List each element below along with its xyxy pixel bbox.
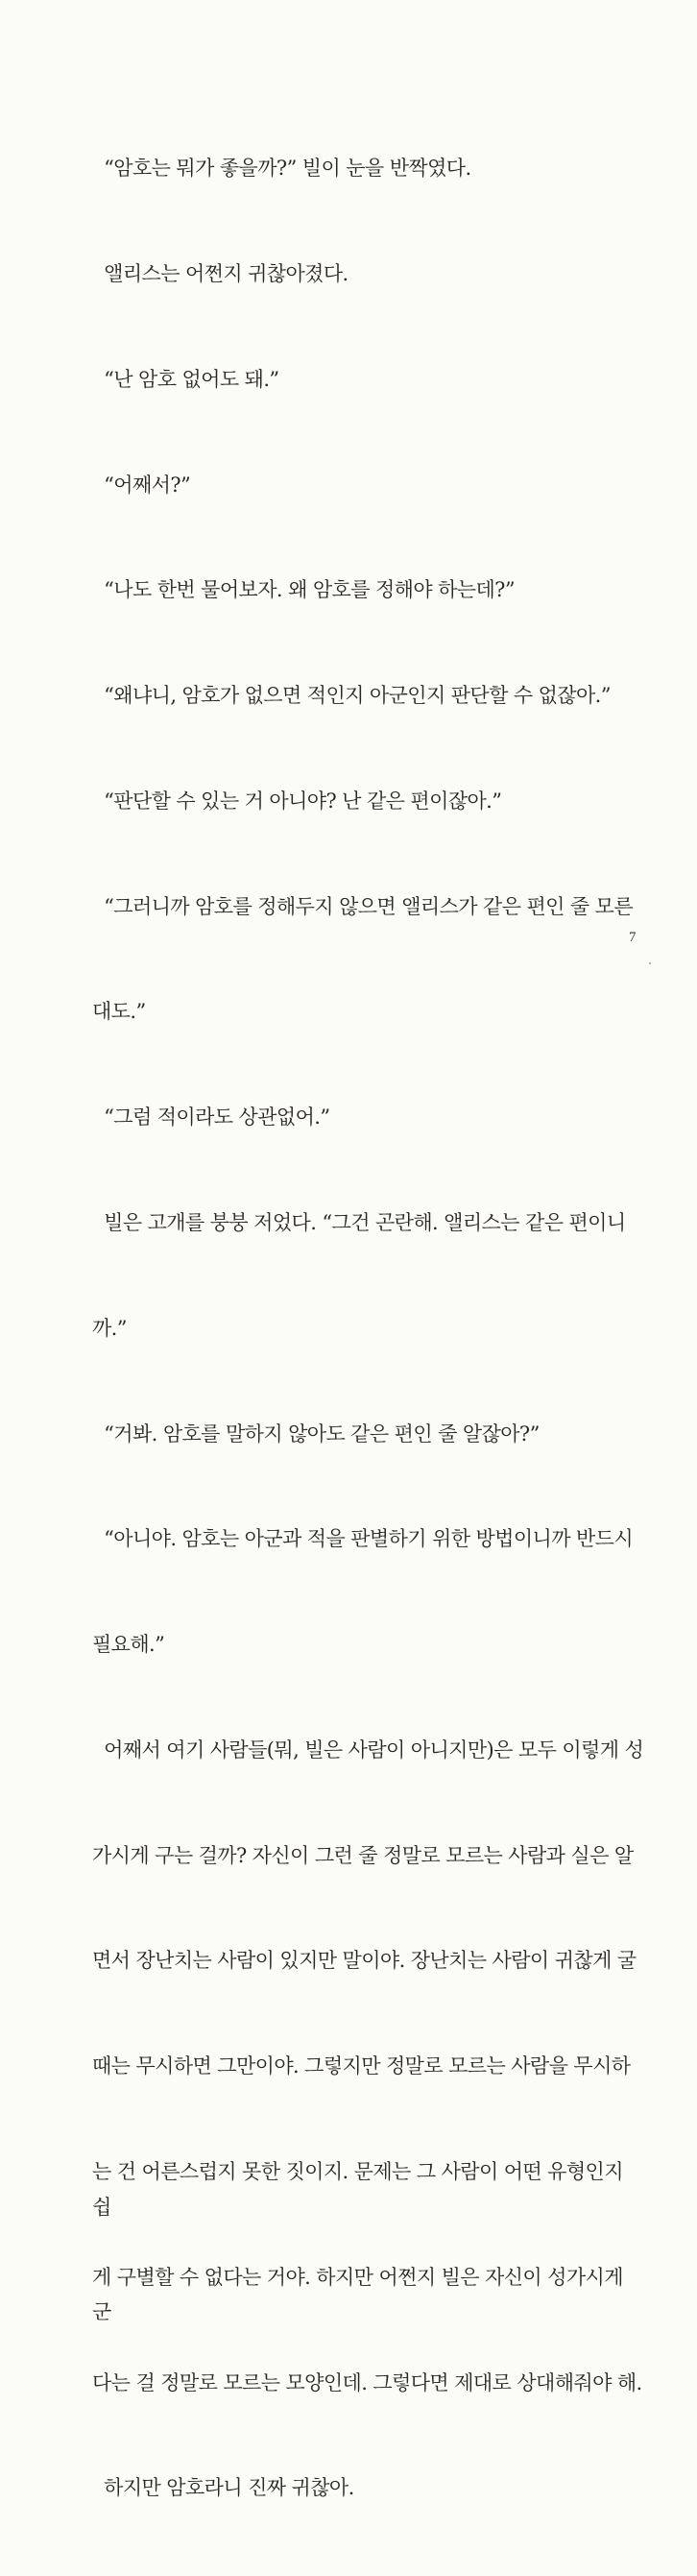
text-line: 까.” bbox=[92, 1316, 127, 1340]
text-line: 면서 장난치는 사람이 있지만 말이야. 장난치는 사람이 귀찮게 굴 bbox=[92, 1949, 637, 1973]
text-line: 는 건 어른스럽지 못한 짓이지. 문제는 그 사람이 어떤 유형인지 쉽 bbox=[92, 2160, 629, 2219]
text-line: “암호는 뭐가 좋을까?” 빌이 눈을 반짝였다. bbox=[92, 157, 471, 181]
text-line: “판단할 수 있는 거 아니야? 난 같은 편이잖아.” bbox=[92, 789, 502, 813]
text-line: 하지만 암호라니 진짜 귀찮아. bbox=[92, 2476, 354, 2500]
text-line: “거봐. 암호를 말하지 않아도 같은 편인 줄 알잖아?” bbox=[92, 1422, 540, 1446]
text-line: 다는 걸 정말로 모르는 모양인데. 그렇다면 제대로 상대해줘야 해. bbox=[92, 2370, 642, 2394]
body-text bbox=[92, 81, 644, 2576]
text-line: 때는 무시하면 그만이야. 그렇지만 정말로 모르는 사람을 무시하 bbox=[92, 2054, 631, 2078]
text-line: “나도 한번 물어보자. 왜 암호를 정해야 하는데?” bbox=[92, 578, 515, 602]
text-line: 가시게 구는 걸까? 자신이 그런 줄 정말로 모르는 사람과 실은 알 bbox=[92, 1843, 634, 1867]
text-line: 대도.” bbox=[92, 1000, 146, 1024]
text-line: 앨리스는 어쩐지 귀찮아졌다. bbox=[92, 261, 348, 285]
text-line: 빌은 고개를 붕붕 저었다. “그건 곤란해. 앨리스는 같은 편이니 bbox=[92, 1211, 626, 1234]
scan-speck bbox=[649, 962, 651, 964]
text-line: 어째서 여기 사람들(뭐, 빌은 사람이 아니지만)은 모두 이렇게 성 bbox=[92, 1738, 644, 1762]
text-line: “그러니까 암호를 정해두지 않으면 앨리스가 같은 편인 줄 모른 bbox=[92, 894, 634, 918]
text-line: 게 구별할 수 없다는 거야. 하지만 어쩐지 빌은 자신이 성가시게 군 bbox=[92, 2265, 629, 2324]
text-line: 필요해.” bbox=[92, 1633, 165, 1657]
text-line: “왜냐니, 암호가 없으면 적인지 아군인지 판단할 수 없잖아.” bbox=[92, 684, 611, 708]
text-line: “그럼 적이라도 상관없어.” bbox=[92, 1106, 330, 1130]
page-number: 7 bbox=[629, 930, 637, 945]
text-line: “어째서?” bbox=[92, 473, 191, 497]
text-line: “난 암호 없어도 돼.” bbox=[92, 367, 279, 391]
text-line: “아니야. 암호는 아군과 적을 판별하기 위한 방법이니까 반드시 bbox=[92, 1527, 634, 1551]
